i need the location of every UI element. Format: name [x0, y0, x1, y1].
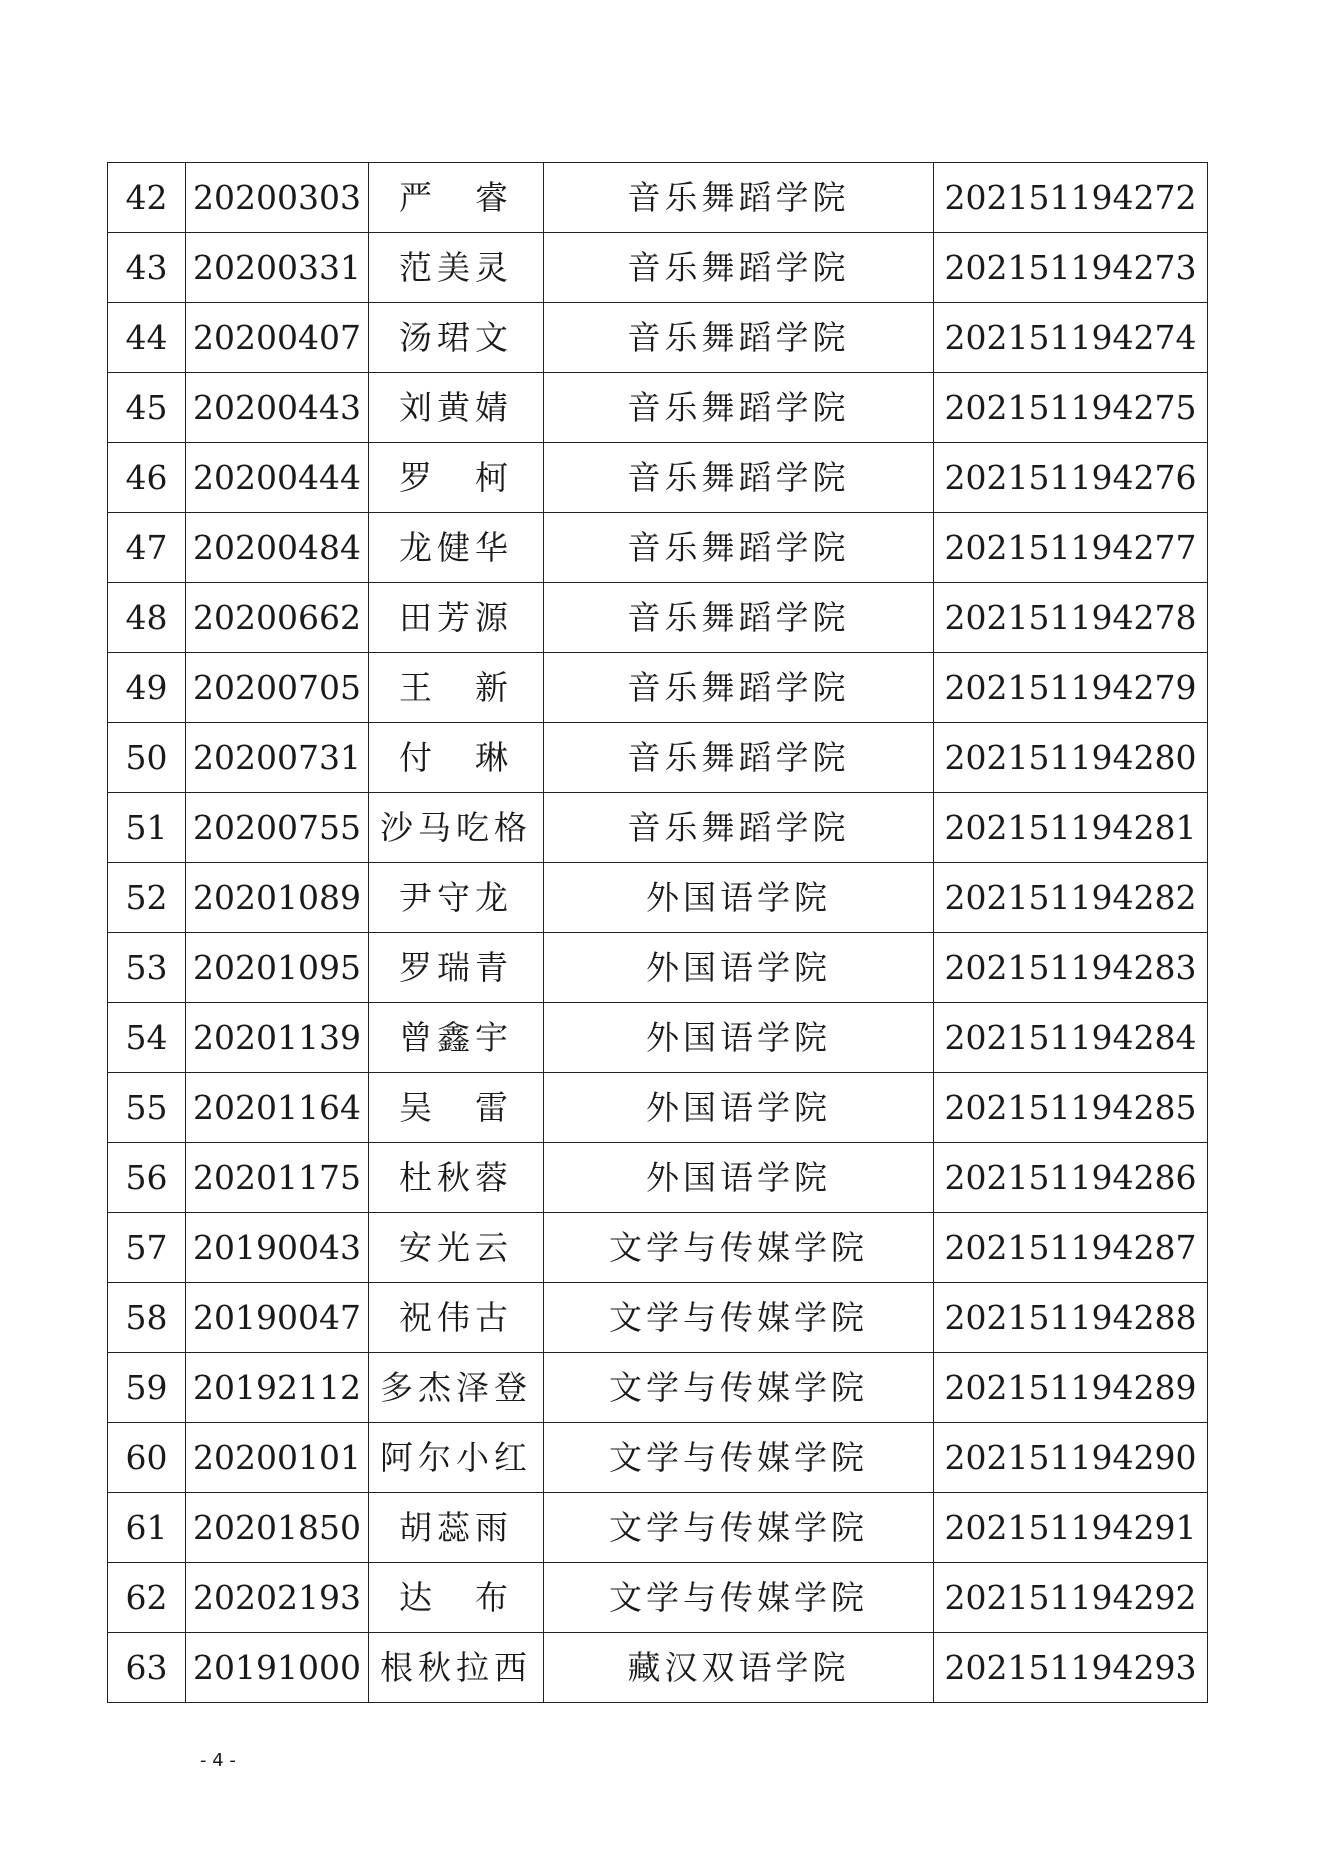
certificate-number-cell: 202151194293: [934, 1633, 1208, 1703]
certificate-number-cell: 202151194289: [934, 1353, 1208, 1423]
student-name-cell: 刘黄婧: [369, 373, 544, 443]
row-number-cell: 46: [108, 443, 186, 513]
certificate-number-cell: 202151194285: [934, 1073, 1208, 1143]
student-id-cell: 20200705: [186, 653, 369, 723]
certificate-number-cell: 202151194276: [934, 443, 1208, 513]
student-name-cell: 祝伟古: [369, 1283, 544, 1353]
certificate-number-cell: 202151194286: [934, 1143, 1208, 1213]
student-id-cell: 20201175: [186, 1143, 369, 1213]
certificate-number-cell: 202151194291: [934, 1493, 1208, 1563]
college-cell: 音乐舞蹈学院: [544, 373, 934, 443]
row-number-cell: 50: [108, 723, 186, 793]
row-number-cell: 54: [108, 1003, 186, 1073]
college-cell: 外国语学院: [544, 1073, 934, 1143]
table-row: [108, 233, 1208, 303]
college-cell: 文学与传媒学院: [544, 1563, 934, 1633]
student-id-cell: 20200731: [186, 723, 369, 793]
student-name-cell: 尹守龙: [369, 863, 544, 933]
table-row: [108, 793, 1208, 863]
row-number-cell: 56: [108, 1143, 186, 1213]
college-cell: 音乐舞蹈学院: [544, 723, 934, 793]
college-cell: 音乐舞蹈学院: [544, 793, 934, 863]
row-number-cell: 60: [108, 1423, 186, 1493]
table-row: [108, 723, 1208, 793]
certificate-number-cell: 202151194281: [934, 793, 1208, 863]
student-name-cell: 王 新: [369, 653, 544, 723]
student-name-cell: 罗瑞青: [369, 933, 544, 1003]
student-name-cell: 付 琳: [369, 723, 544, 793]
certificate-number-cell: 202151194274: [934, 303, 1208, 373]
table-row: [108, 1353, 1208, 1423]
row-number-cell: 62: [108, 1563, 186, 1633]
college-cell: 音乐舞蹈学院: [544, 163, 934, 233]
certificate-number-cell: 202151194272: [934, 163, 1208, 233]
row-number-cell: 52: [108, 863, 186, 933]
student-id-cell: 20200303: [186, 163, 369, 233]
roster-table: [107, 162, 1208, 1703]
student-id-cell: 20201095: [186, 933, 369, 1003]
page-number: - 4 -: [200, 1750, 236, 1771]
row-number-cell: 47: [108, 513, 186, 583]
student-name-cell: 范美灵: [369, 233, 544, 303]
college-cell: 文学与传媒学院: [544, 1283, 934, 1353]
college-cell: 文学与传媒学院: [544, 1213, 934, 1283]
college-cell: 音乐舞蹈学院: [544, 583, 934, 653]
certificate-number-cell: 202151194275: [934, 373, 1208, 443]
student-id-cell: 20201089: [186, 863, 369, 933]
table-row: [108, 1493, 1208, 1563]
student-name-cell: 胡蕊雨: [369, 1493, 544, 1563]
table-row: [108, 1633, 1208, 1703]
table-row: [108, 1143, 1208, 1213]
certificate-number-cell: 202151194279: [934, 653, 1208, 723]
certificate-number-cell: 202151194280: [934, 723, 1208, 793]
student-id-cell: 20200331: [186, 233, 369, 303]
student-name-cell: 安光云: [369, 1213, 544, 1283]
student-name-cell: 根秋拉西: [369, 1633, 544, 1703]
table-row: [108, 303, 1208, 373]
certificate-number-cell: 202151194277: [934, 513, 1208, 583]
row-number-cell: 49: [108, 653, 186, 723]
college-cell: 音乐舞蹈学院: [544, 443, 934, 513]
row-number-cell: 51: [108, 793, 186, 863]
student-name-cell: 多杰泽登: [369, 1353, 544, 1423]
college-cell: 音乐舞蹈学院: [544, 233, 934, 303]
student-name-cell: 沙马吃格: [369, 793, 544, 863]
student-id-cell: 20190043: [186, 1213, 369, 1283]
certificate-number-cell: 202151194283: [934, 933, 1208, 1003]
college-cell: 外国语学院: [544, 1143, 934, 1213]
student-id-cell: 20200443: [186, 373, 369, 443]
certificate-number-cell: 202151194284: [934, 1003, 1208, 1073]
student-id-cell: 20200755: [186, 793, 369, 863]
student-name-cell: 吴 雷: [369, 1073, 544, 1143]
student-id-cell: 20201164: [186, 1073, 369, 1143]
student-name-cell: 曾鑫宇: [369, 1003, 544, 1073]
college-cell: 文学与传媒学院: [544, 1493, 934, 1563]
table-row: [108, 1563, 1208, 1633]
table-row: [108, 863, 1208, 933]
student-name-cell: 严 睿: [369, 163, 544, 233]
student-name-cell: 田芳源: [369, 583, 544, 653]
college-cell: 外国语学院: [544, 933, 934, 1003]
table-row: [108, 163, 1208, 233]
college-cell: 音乐舞蹈学院: [544, 303, 934, 373]
roster-table-body: [108, 163, 1208, 1703]
table-row: [108, 373, 1208, 443]
student-name-cell: 汤珺文: [369, 303, 544, 373]
row-number-cell: 57: [108, 1213, 186, 1283]
student-id-cell: 20202193: [186, 1563, 369, 1633]
college-cell: 文学与传媒学院: [544, 1353, 934, 1423]
certificate-number-cell: 202151194282: [934, 863, 1208, 933]
row-number-cell: 59: [108, 1353, 186, 1423]
student-id-cell: 20190047: [186, 1283, 369, 1353]
certificate-number-cell: 202151194278: [934, 583, 1208, 653]
student-id-cell: 20200101: [186, 1423, 369, 1493]
college-cell: 藏汉双语学院: [544, 1633, 934, 1703]
college-cell: 音乐舞蹈学院: [544, 653, 934, 723]
table-row: [108, 583, 1208, 653]
student-id-cell: 20192112: [186, 1353, 369, 1423]
student-id-cell: 20201850: [186, 1493, 369, 1563]
row-number-cell: 61: [108, 1493, 186, 1563]
student-name-cell: 龙健华: [369, 513, 544, 583]
table-row: [108, 933, 1208, 1003]
table-row: [108, 443, 1208, 513]
row-number-cell: 48: [108, 583, 186, 653]
college-cell: 外国语学院: [544, 1003, 934, 1073]
student-id-cell: 20200444: [186, 443, 369, 513]
table-row: [108, 1213, 1208, 1283]
student-name-cell: 达 布: [369, 1563, 544, 1633]
student-id-cell: 20200484: [186, 513, 369, 583]
college-cell: 外国语学院: [544, 863, 934, 933]
certificate-number-cell: 202151194292: [934, 1563, 1208, 1633]
student-id-cell: 20200662: [186, 583, 369, 653]
table-row: [108, 653, 1208, 723]
row-number-cell: 44: [108, 303, 186, 373]
row-number-cell: 53: [108, 933, 186, 1003]
student-name-cell: 杜秋蓉: [369, 1143, 544, 1213]
student-id-cell: 20201139: [186, 1003, 369, 1073]
table-row: [108, 1073, 1208, 1143]
student-id-cell: 20191000: [186, 1633, 369, 1703]
student-name-cell: 罗 柯: [369, 443, 544, 513]
college-cell: 文学与传媒学院: [544, 1423, 934, 1493]
table-row: [108, 1423, 1208, 1493]
table-row: [108, 1003, 1208, 1073]
student-name-cell: 阿尔小红: [369, 1423, 544, 1493]
table-row: [108, 1283, 1208, 1353]
certificate-number-cell: 202151194288: [934, 1283, 1208, 1353]
table-row: [108, 513, 1208, 583]
row-number-cell: 42: [108, 163, 186, 233]
row-number-cell: 43: [108, 233, 186, 303]
row-number-cell: 55: [108, 1073, 186, 1143]
student-id-cell: 20200407: [186, 303, 369, 373]
certificate-number-cell: 202151194287: [934, 1213, 1208, 1283]
row-number-cell: 63: [108, 1633, 186, 1703]
certificate-number-cell: 202151194273: [934, 233, 1208, 303]
college-cell: 音乐舞蹈学院: [544, 513, 934, 583]
row-number-cell: 45: [108, 373, 186, 443]
row-number-cell: 58: [108, 1283, 186, 1353]
certificate-number-cell: 202151194290: [934, 1423, 1208, 1493]
